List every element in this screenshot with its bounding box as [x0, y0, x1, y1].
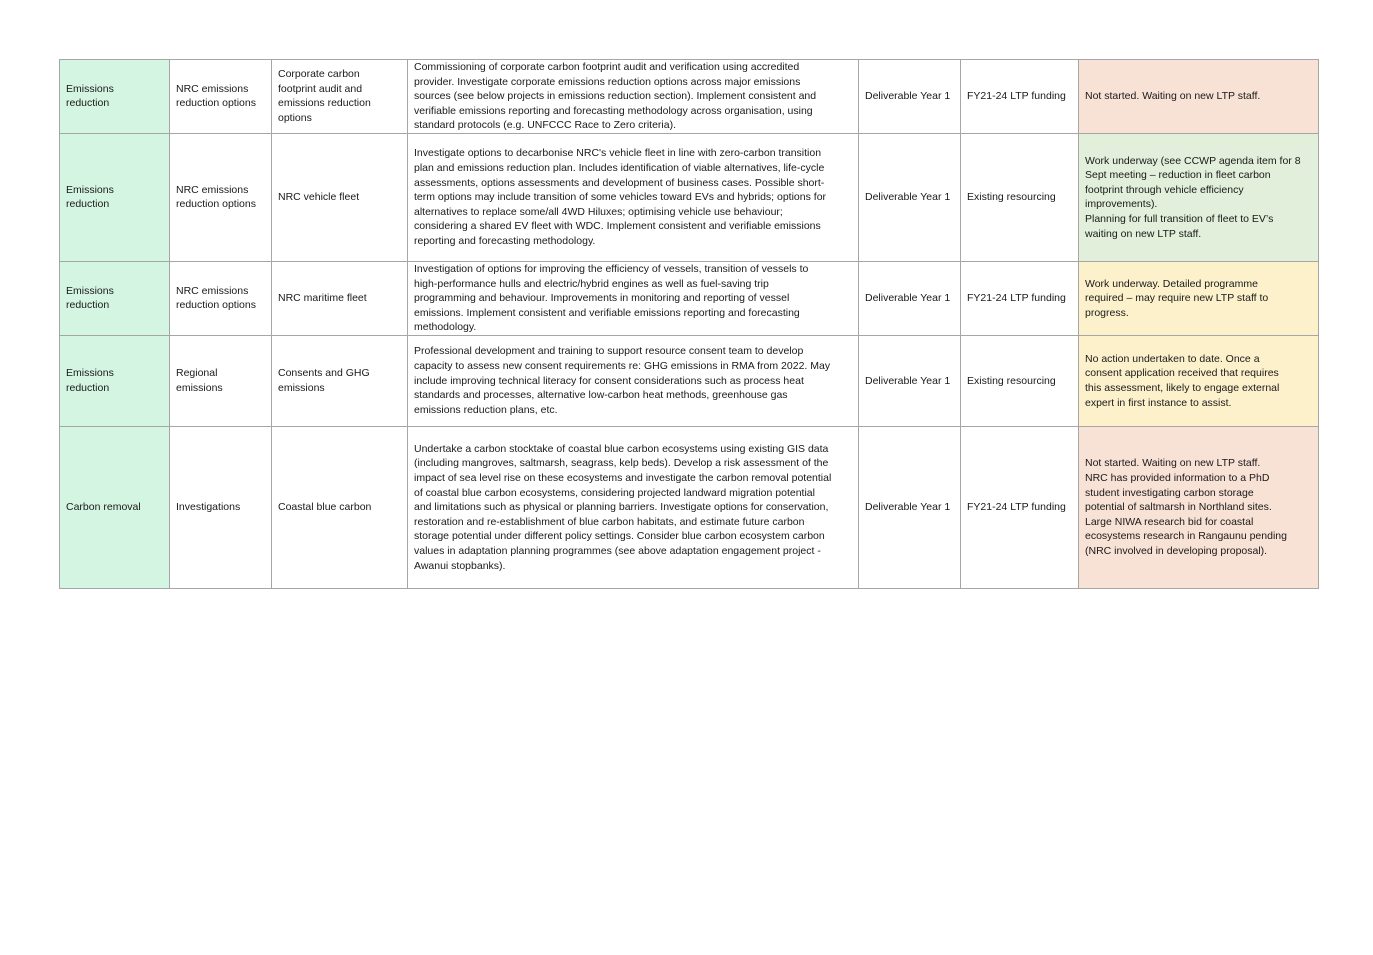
work-programme-table	[59, 59, 1319, 589]
deliverable-cell: Deliverable Year 1	[859, 261, 961, 335]
status-cell: No action undertaken to date. Once a consent application received that requires this assessment, likely to engage external expert in first instance to assist.	[1079, 335, 1319, 426]
description-cell: Investigation of options for improving the efficiency of vessels, transition of vessels to high-performance hulls and electric/hybrid engines as well as fuel-saving trip programming and behaviour. Improvements in monitoring and reporting of vessel emissions. Implement consistent and verifiable emissions reporting and forecasting methodology.	[408, 261, 859, 335]
table-row	[60, 60, 1319, 134]
project-cell: NRC vehicle fleet	[272, 133, 408, 261]
funding-cell: FY21-24 LTP funding	[961, 60, 1079, 134]
status-cell: Work underway (see CCWP agenda item for 8 Sept meeting – reduction in fleet carbon footprint through vehicle efficiency improvements). Planning for full transition of fleet to EV’s waiting on new LTP staff.	[1079, 133, 1319, 261]
category-cell: Emissions reduction	[60, 261, 170, 335]
deliverable-cell: Deliverable Year 1	[859, 133, 961, 261]
document-page	[59, 59, 1318, 589]
funding-cell: FY21-24 LTP funding	[961, 426, 1079, 588]
deliverable-cell: Deliverable Year 1	[859, 60, 961, 134]
table-row	[60, 261, 1319, 335]
programme-cell: NRC emissions reduction options	[170, 133, 272, 261]
programme-cell: NRC emissions reduction options	[170, 60, 272, 134]
category-cell: Emissions reduction	[60, 60, 170, 134]
table-row	[60, 426, 1319, 588]
category-cell: Carbon removal	[60, 426, 170, 588]
project-cell: NRC maritime fleet	[272, 261, 408, 335]
deliverable-cell: Deliverable Year 1	[859, 335, 961, 426]
table-row	[60, 335, 1319, 426]
funding-cell: Existing resourcing	[961, 335, 1079, 426]
project-cell: Corporate carbon footprint audit and emissions reduction options	[272, 60, 408, 134]
table-row	[60, 133, 1319, 261]
description-cell: Investigate options to decarbonise NRC's vehicle fleet in line with zero-carbon transition plan and emissions reduction plan. Includes identification of viable alternatives, life-cycle assessments, options assessments and development of business cases. Possible short- term options may include transition of some vehicles toward EVs and hybrids; options for alternatives to replace some/all 4WD Hiluxes; optimising vehicle use behaviour; considering a shared EV fleet with WDC. Implement consistent and verifiable emissions reporting and forecasting methodology.	[408, 133, 859, 261]
funding-cell: FY21-24 LTP funding	[961, 261, 1079, 335]
description-cell: Undertake a carbon stocktake of coastal blue carbon ecosystems using existing GIS data (including mangroves, saltmarsh, seagrass, kelp beds). Develop a risk assessment of the impact of sea level rise on these ecosystems and investigate the carbon removal potential of coastal blue carbon ecosystems, considering projected landward migration potential and limitations such as physical or planning barriers. Investigate options for conservation, restoration and re-establishment of blue carbon habitats, and estimate future carbon storage potential under different policy settings. Consider blue carbon ecosystem carbon values in adaptation planning programmes (see above adaptation engagement project - Awanui stopbanks).	[408, 426, 859, 588]
project-cell: Consents and GHG emissions	[272, 335, 408, 426]
project-cell: Coastal blue carbon	[272, 426, 408, 588]
programme-cell: Investigations	[170, 426, 272, 588]
deliverable-cell: Deliverable Year 1	[859, 426, 961, 588]
status-cell: Not started. Waiting on new LTP staff.	[1079, 60, 1319, 134]
category-cell: Emissions reduction	[60, 133, 170, 261]
programme-cell: NRC emissions reduction options	[170, 261, 272, 335]
funding-cell: Existing resourcing	[961, 133, 1079, 261]
programme-cell: Regional emissions	[170, 335, 272, 426]
description-cell: Commissioning of corporate carbon footprint audit and verification using accredited provider. Investigate corporate emissions reduction options across major emissions sources (see below projects in emissions reduction section). Implement consistent and verifiable emissions reporting and forecasting methodology across organisation, using standard protocols (e.g. UNFCCC Race to Zero criteria).	[408, 60, 859, 134]
status-cell: Not started. Waiting on new LTP staff. NRC has provided information to a PhD student investigating carbon storage potential of saltmarsh in Northland sites. Large NIWA research bid for coastal ecosystems research in Rangaunu pending (NRC involved in developing proposal).	[1079, 426, 1319, 588]
status-cell: Work underway. Detailed programme required – may require new LTP staff to progress.	[1079, 261, 1319, 335]
category-cell: Emissions reduction	[60, 335, 170, 426]
description-cell: Professional development and training to support resource consent team to develop capacity to assess new consent requirements re: GHG emissions in RMA from 2022. May include improving technical literacy for consent considerations such as process heat standards and processes, alternative low-carbon heat methods, greenhouse gas emissions reduction plans, etc.	[408, 335, 859, 426]
